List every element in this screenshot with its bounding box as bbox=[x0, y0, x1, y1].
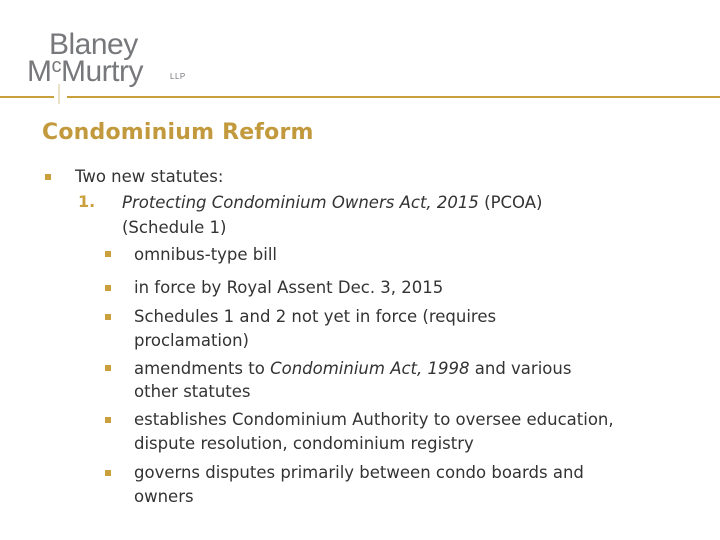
item-number: 1. bbox=[78, 192, 96, 211]
bullet-square-icon bbox=[105, 251, 111, 257]
logo-llp: LLP bbox=[170, 72, 186, 81]
amend-italic: Condominium Act, 1998 bbox=[270, 359, 470, 378]
logo-c: c bbox=[51, 55, 61, 77]
item-title-italic: Protecting Condominium Owners Act, 2015 bbox=[122, 193, 479, 212]
amend-post: and various bbox=[469, 359, 572, 378]
sub-bullet-text-cont: proclamation) bbox=[134, 331, 249, 350]
sub-bullet-text: governs disputes primarily between condo boards and bbox=[134, 463, 584, 482]
amend-pre: amendments to bbox=[134, 359, 271, 378]
bullet-square-icon bbox=[45, 174, 51, 180]
bullet-square-icon bbox=[105, 365, 111, 371]
sub-bullet-text: in force by Royal Assent Dec. 3, 2015 bbox=[134, 278, 444, 297]
item-title-rest: (PCOA) bbox=[478, 193, 543, 212]
firm-logo bbox=[27, 28, 197, 90]
sub-bullet-text: Schedules 1 and 2 not yet in force (requires bbox=[134, 307, 497, 326]
item-title bbox=[122, 192, 542, 214]
bullet-square-icon bbox=[105, 314, 111, 320]
header-tick bbox=[58, 84, 60, 104]
sub-bullet-text: establishes Condominium Authority to oversee education, bbox=[134, 410, 614, 429]
sub-bullet-text bbox=[134, 358, 571, 380]
logo-text-mcmurtry bbox=[27, 55, 143, 92]
bullet-square-icon bbox=[105, 285, 111, 291]
sub-bullet-text: omnibus-type bill bbox=[134, 245, 278, 264]
sub-bullet-text-cont: owners bbox=[134, 487, 194, 506]
slide-title: Condominium Reform bbox=[42, 120, 314, 145]
bullet-square-icon bbox=[105, 470, 111, 476]
level1-text: Two new statutes: bbox=[75, 167, 224, 186]
logo-m: M bbox=[27, 55, 52, 88]
item-title-line2: (Schedule 1) bbox=[122, 218, 227, 237]
sub-bullet-text-cont: other statutes bbox=[134, 382, 251, 401]
header-rule-left bbox=[0, 96, 54, 98]
logo-text-blaney: Blaney bbox=[49, 28, 138, 61]
header-rule-right bbox=[67, 96, 720, 98]
logo-murtry: Murtry bbox=[61, 55, 143, 88]
sub-bullet-text-cont: dispute resolution, condominium registry bbox=[134, 434, 474, 453]
bullet-square-icon bbox=[105, 417, 111, 423]
